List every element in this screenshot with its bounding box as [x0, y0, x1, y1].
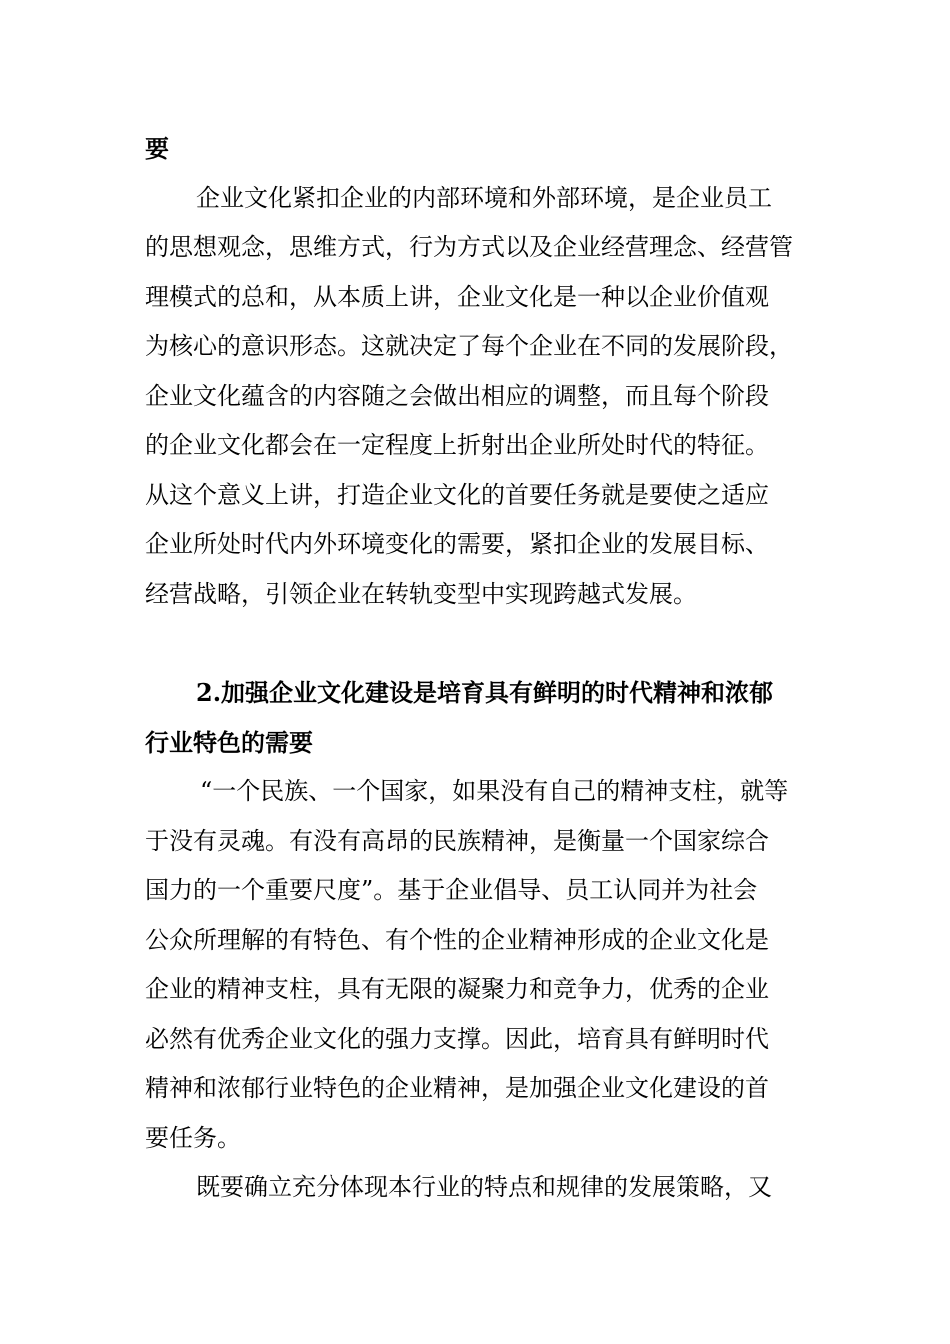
paragraph-line: 于没有灵魂。有没有高昂的民族精神，是衡量一个国家综合 — [145, 826, 769, 855]
paragraph-line: 从这个意义上讲，打造企业文化的首要任务就是要使之适应 — [145, 480, 769, 509]
paragraph-line: 为核心的意识形态。这就决定了每个企业在不同的发展阶段， — [145, 332, 793, 360]
paragraph-line: 的思想观念，思维方式，行为方式以及企业经营理念、经营管 — [145, 233, 793, 261]
document-page — [145, 124, 809, 1213]
paragraph-line: 公众所理解的有特色、有个性的企业精神形成的企业文化是 — [145, 925, 769, 954]
paragraph-line: 既要确立充分体现本行业的特点和规律的发展策略，又 — [196, 1173, 772, 1201]
section-gap — [145, 619, 809, 668]
paragraph-line: 企业文化蕴含的内容随之会做出相应的调整，而且每个阶段 — [145, 381, 769, 410]
paragraph-line: 精神和浓郁行业特色的企业精神，是加强企业文化建设的首 — [145, 1074, 769, 1102]
paragraph-2 — [145, 767, 809, 1163]
paragraph-line: 的企业文化都会在一定程度上折射出企业所处时代的特征。 — [145, 431, 769, 459]
paragraph-line: 必然有优秀企业文化的强力支撑。因此，培育具有鲜明时代 — [145, 1024, 769, 1053]
paragraph-line: 企业文化紧扣企业的内部环境和外部环境，是企业员工 — [196, 183, 772, 212]
heading-line: 行业特色的需要 — [145, 727, 313, 757]
paragraph-1 — [145, 174, 809, 620]
top-fragment: 要 — [145, 134, 169, 163]
heading-line: 2.加强企业文化建设是培育具有鲜明的时代精神和浓郁 — [196, 678, 774, 707]
paragraph-line: 企业的精神支柱，具有无限的凝聚力和竞争力，优秀的企业 — [145, 975, 769, 1003]
paragraph-line: 理模式的总和，从本质上讲，企业文化是一种以企业价值观 — [145, 282, 769, 311]
section-heading-2 — [145, 668, 809, 767]
paragraph-3 — [145, 1163, 809, 1213]
paragraph-line: 国力的一个重要尺度”。基于企业倡导、员工认同并为社会 — [145, 876, 758, 904]
paragraph-line: 企业所处时代内外环境变化的需要，紧扣企业的发展目标、 — [145, 530, 769, 558]
paragraph-line: 经营战略，引领企业在转轨变型中实现跨越式发展。 — [145, 579, 697, 608]
paragraph-line: “一个民族、一个国家，如果没有自己的精神支柱，就等 — [200, 777, 789, 805]
paragraph-line: 要任务。 — [145, 1123, 241, 1152]
